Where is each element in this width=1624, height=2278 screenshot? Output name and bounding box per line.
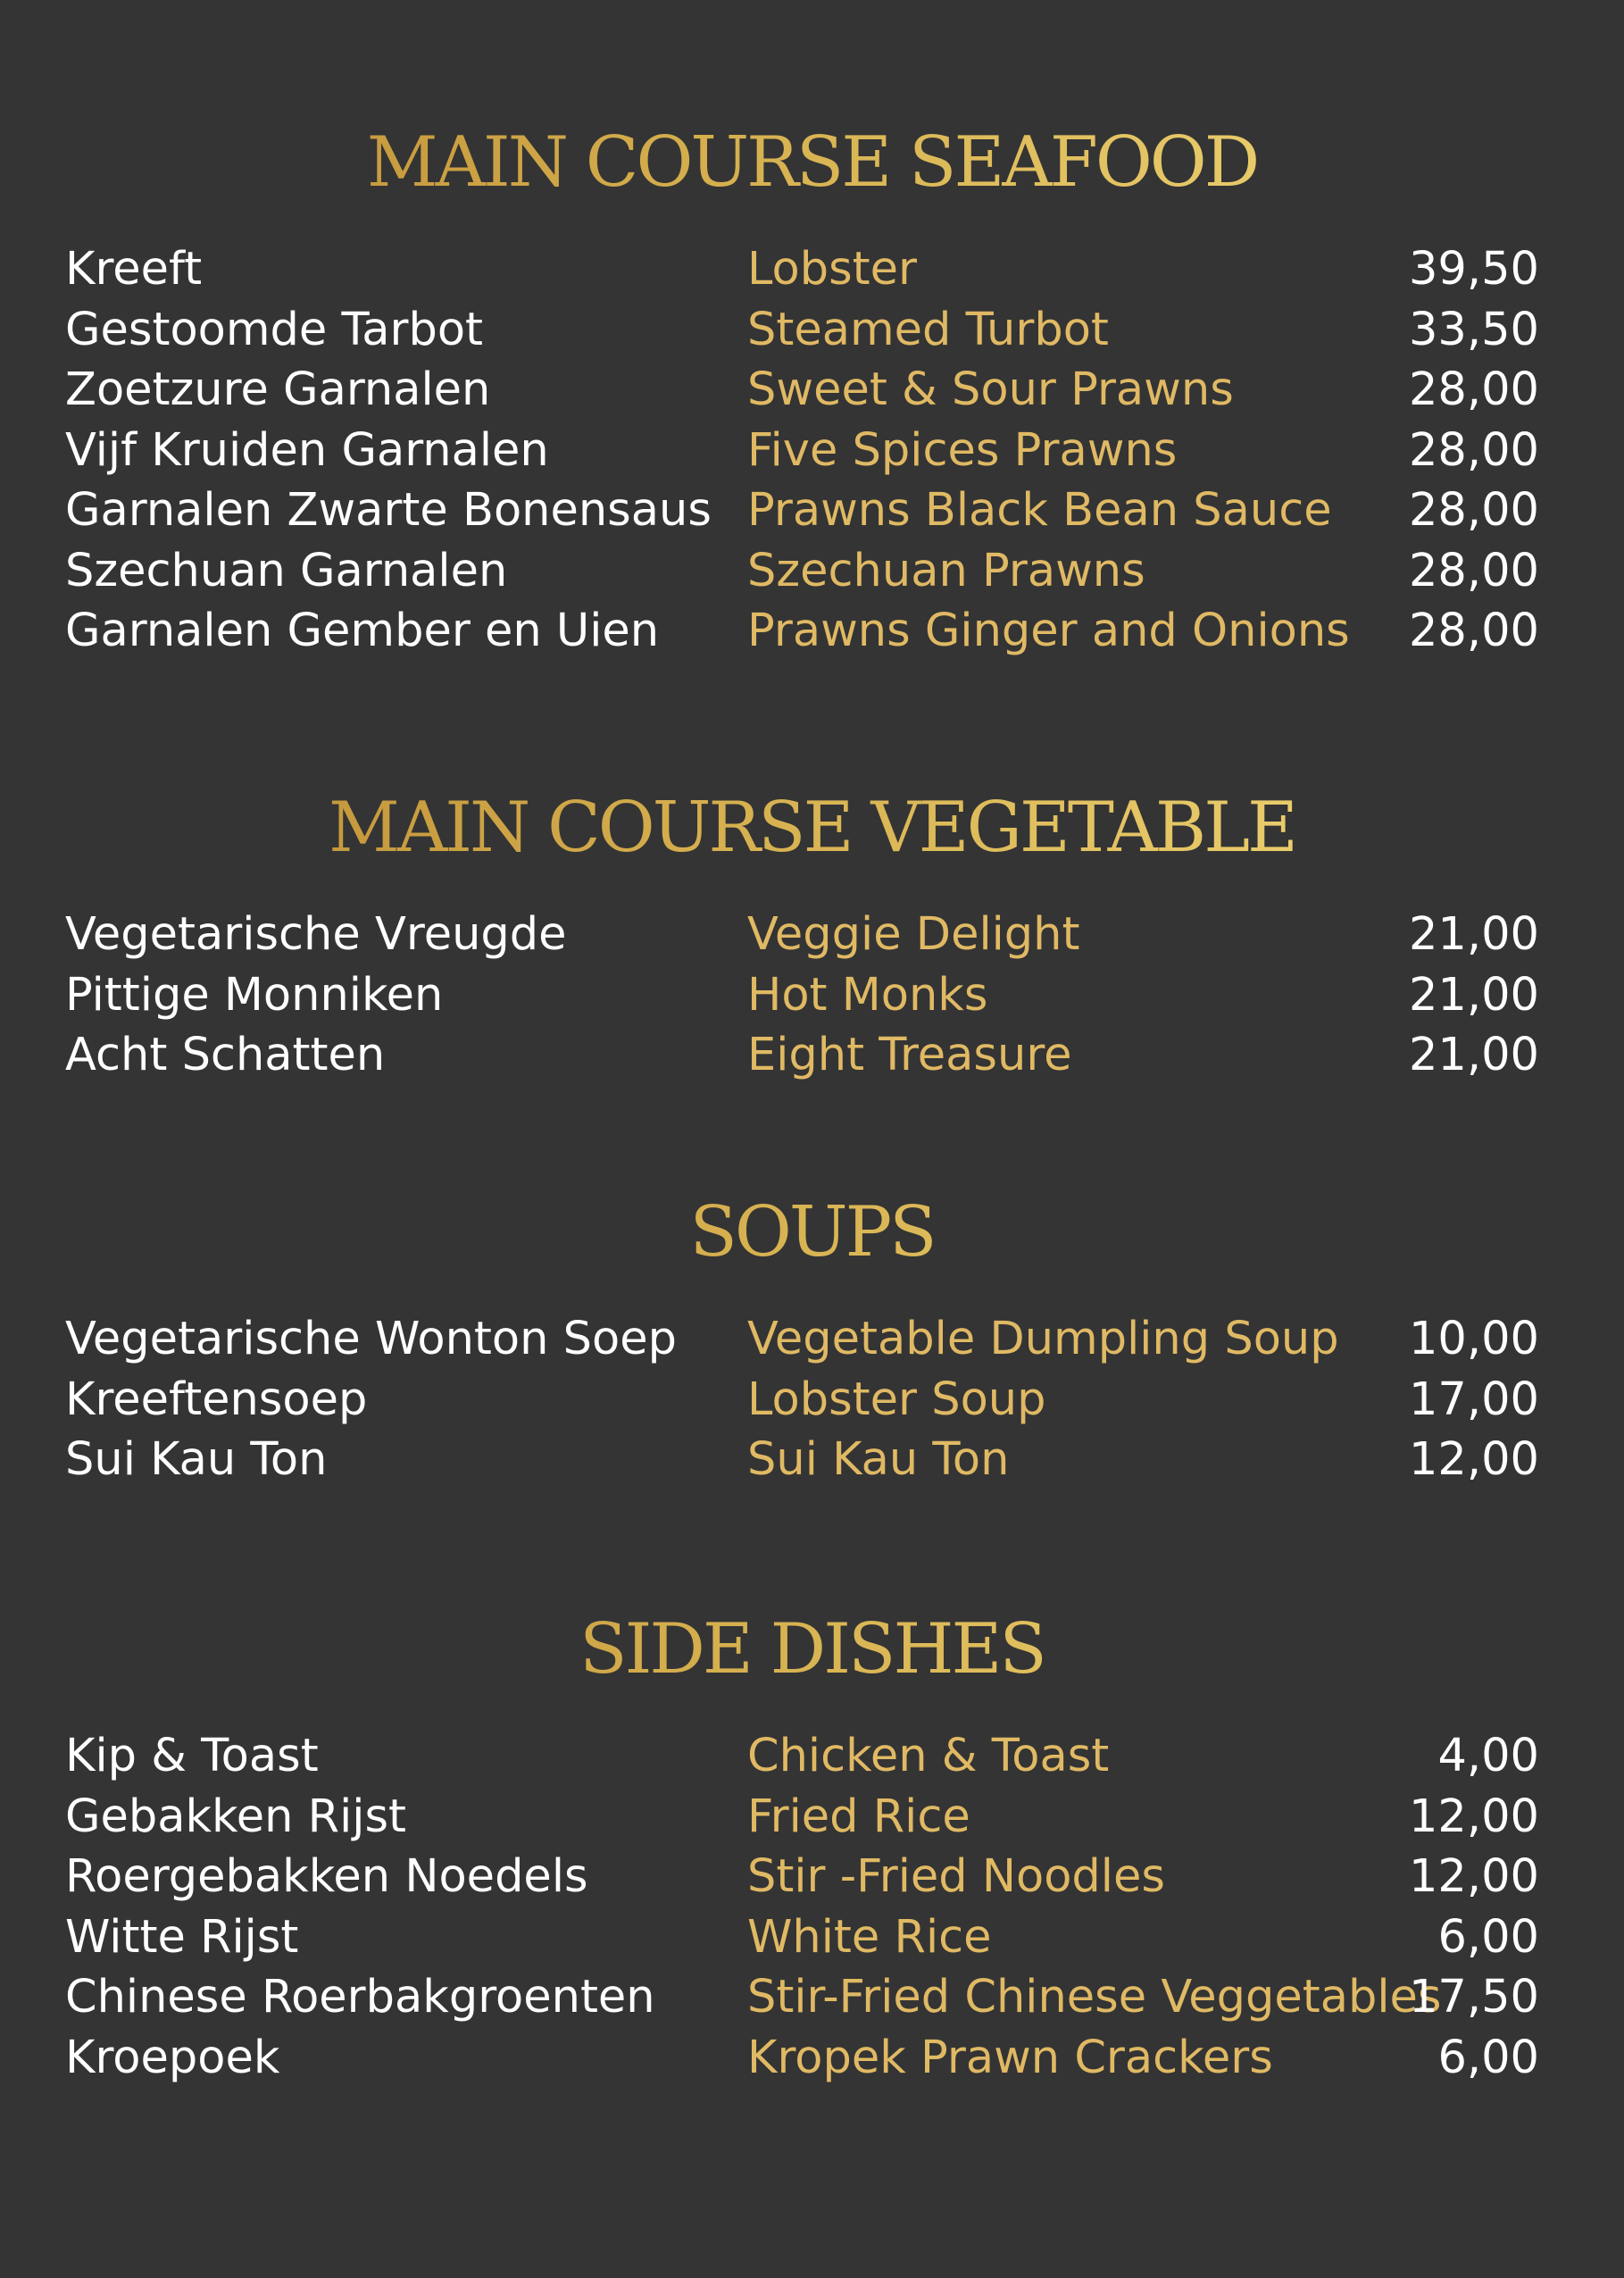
dish-price: 28,00 (1408, 605, 1539, 657)
dish-name-english: Prawns Ginger and Onions (747, 605, 1350, 657)
dish-price: 21,00 (1408, 908, 1539, 961)
dish-name-english: Vegetable Dumpling Soup (747, 1313, 1339, 1365)
dish-name-english: Stir -Fried Noodles (747, 1850, 1165, 1903)
dish-name-english: Hot Monks (747, 968, 988, 1022)
menu-items-list (0, 1309, 1624, 1490)
dish-name-english: Eight Treasure (747, 1029, 1072, 1081)
menu-item (0, 239, 1624, 300)
dish-name-english: Prawns Black Bean Sauce (747, 484, 1332, 537)
menu-item (0, 300, 1624, 361)
dish-name-dutch: Gebakken Rijst (65, 1790, 407, 1843)
dish-name-dutch: Vegetarische Vreugde (65, 908, 567, 961)
dish-price: 39,50 (1408, 243, 1539, 296)
dish-price: 21,00 (1408, 968, 1539, 1022)
section-side-dishes (0, 1605, 1624, 2088)
dish-name-english: White Rice (747, 1910, 992, 1964)
menu-item (0, 1309, 1624, 1370)
menu-item (0, 1025, 1624, 1086)
dish-name-english: Szechuan Prawns (747, 544, 1145, 597)
section-main-course-vegetable (0, 783, 1624, 1086)
dish-name-dutch: Witte Rijst (65, 1910, 299, 1964)
dish-name-english: Kropek Prawn Crackers (747, 2031, 1273, 2084)
dish-name-dutch: Acht Schatten (65, 1029, 386, 1081)
dish-name-english: Sui Kau Ton (747, 1433, 1010, 1486)
menu-item (0, 965, 1624, 1026)
dish-name-dutch: Vegetarische Wonton Soep (65, 1313, 677, 1365)
menu-item (0, 1847, 1624, 1907)
menu-item (0, 1726, 1624, 1787)
dish-price: 28,00 (1408, 423, 1539, 477)
dish-price: 28,00 (1408, 363, 1539, 416)
dish-price: 6,00 (1437, 2031, 1539, 2084)
menu-items-list (0, 905, 1624, 1086)
menu-item (0, 1967, 1624, 2028)
dish-name-english: Chicken & Toast (747, 1730, 1110, 1782)
dish-name-dutch: Garnalen Zwarte Bonensaus (65, 484, 712, 537)
dish-name-dutch: Szechuan Garnalen (65, 544, 508, 597)
dish-name-dutch: Sui Kau Ton (65, 1433, 328, 1486)
dish-name-english: Lobster (747, 243, 918, 296)
dish-price: 6,00 (1437, 1910, 1539, 1964)
dish-price: 12,00 (1408, 1850, 1539, 1903)
menu-item (0, 1907, 1624, 1968)
dish-name-dutch: Vijf Kruiden Garnalen (65, 423, 549, 477)
dish-price: 12,00 (1408, 1433, 1539, 1486)
dish-name-dutch: Zoetzure Garnalen (65, 363, 491, 416)
dish-price: 4,00 (1437, 1730, 1539, 1782)
section-soups (0, 1188, 1624, 1490)
dish-name-dutch: Chinese Roerbakgroenten (65, 1971, 655, 2023)
menu-items-list (0, 239, 1624, 662)
menu-item (0, 1787, 1624, 1848)
dish-price: 33,50 (1408, 303, 1539, 356)
dish-price: 28,00 (1408, 544, 1539, 597)
menu-item (0, 421, 1624, 481)
dish-name-dutch: Garnalen Gember en Uien (65, 605, 660, 657)
menu-item (0, 905, 1624, 965)
dish-name-dutch: Gestoomde Tarbot (65, 303, 484, 356)
dish-price: 10,00 (1408, 1313, 1539, 1365)
dish-name-english: Sweet & Sour Prawns (747, 363, 1234, 416)
section-main-course-seafood (0, 118, 1624, 662)
dish-price: 17,50 (1408, 1971, 1539, 2023)
dish-price: 28,00 (1408, 484, 1539, 537)
dish-name-dutch: Kreeftensoep (65, 1373, 368, 1426)
menu-item (0, 601, 1624, 662)
dish-name-english: Five Spices Prawns (747, 423, 1178, 477)
dish-name-dutch: Kip & Toast (65, 1730, 319, 1782)
dish-price: 21,00 (1408, 1029, 1539, 1081)
dish-name-dutch: Roergebakken Noedels (65, 1850, 588, 1903)
menu-item (0, 1430, 1624, 1490)
dish-name-dutch: Pittige Monniken (65, 968, 444, 1022)
dish-price: 12,00 (1408, 1790, 1539, 1843)
dish-name-dutch: Kreeft (65, 243, 203, 296)
dish-name-english: Veggie Delight (747, 908, 1080, 961)
menu-item (0, 1370, 1624, 1431)
section-title: SOUPS (0, 1188, 1624, 1277)
menu-item (0, 480, 1624, 541)
dish-name-english: Fried Rice (747, 1790, 970, 1843)
section-title: MAIN COURSE VEGETABLE (0, 783, 1624, 872)
dish-name-dutch: Kroepoek (65, 2031, 280, 2084)
dish-name-english: Stir-Fried Chinese Veggetables (747, 1971, 1442, 2023)
dish-price: 17,00 (1408, 1373, 1539, 1426)
section-title: SIDE DISHES (0, 1605, 1624, 1694)
dish-name-english: Lobster Soup (747, 1373, 1046, 1426)
section-title: MAIN COURSE SEAFOOD (0, 118, 1624, 207)
menu-item (0, 541, 1624, 602)
menu-items-list (0, 1726, 1624, 2088)
menu-item (0, 360, 1624, 421)
menu-item (0, 2028, 1624, 2089)
dish-name-english: Steamed Turbot (747, 303, 1109, 356)
